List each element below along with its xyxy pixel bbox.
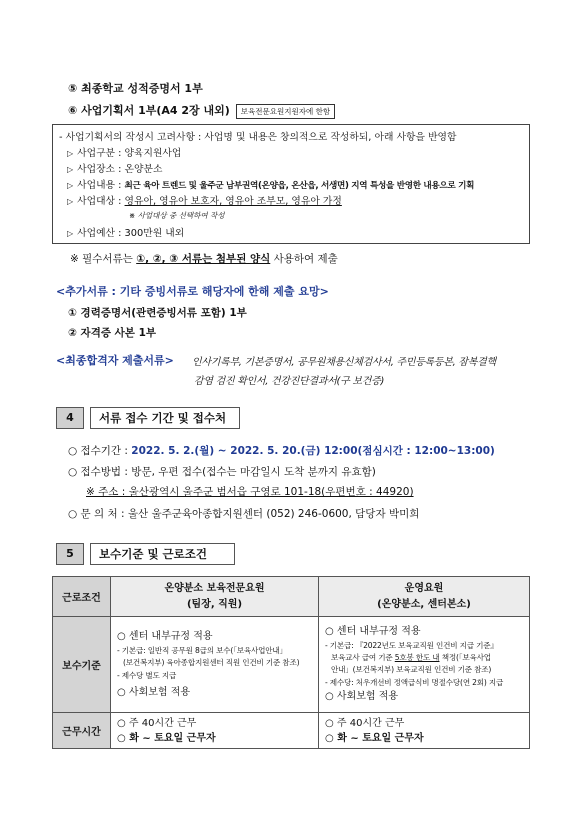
col2-pay-allowance: - 제수당: 처우개선비 정액급식비 명절수당(연 2회) 지급	[325, 678, 504, 687]
contact-label: ○ 문 의 처 :	[68, 508, 128, 520]
doc-item-6	[68, 102, 335, 119]
extra-doc-1: ① 경력증명서(관련증빙서류 포함) 1부	[68, 307, 247, 319]
triangle-icon: ▷	[67, 165, 74, 174]
plan-place	[67, 161, 162, 175]
pay-row-label: 보수기준	[53, 617, 111, 713]
col2-subtitle: (온양분소, 센터본소)	[377, 598, 471, 610]
col2-pay-insurance: ○ 사회보험 적용	[325, 691, 399, 702]
business-plan-box	[52, 124, 530, 244]
col2-pay-base-detail-a: 보육교사 급여 기준	[331, 653, 395, 662]
plan-target-note: ※ 사업대상 중 선택하여 작성	[129, 211, 225, 220]
triangle-icon: ▷	[67, 149, 74, 158]
plan-type-label: 사업구분 :	[77, 148, 125, 159]
extra-docs-heading: <추가서류 : 기타 증빙서류로 해당자에 한해 제출 요망>	[56, 285, 329, 298]
table-header-row	[53, 577, 530, 617]
plan-content-value: 최근 육아 트렌드 및 울주군 남부권역(온양읍, 온산읍, 서생면) 지역 특성을 반영한 내용으로 기획	[124, 181, 475, 191]
plan-target	[67, 193, 342, 207]
col1-hours-days: ○ 화 ~ 토요일 근무자	[117, 732, 216, 744]
hours-row	[53, 713, 530, 749]
receipt-method-label: ○ 접수방법 :	[68, 466, 132, 478]
col2-pay-base-detail-c: 책정(「보육사업	[439, 653, 491, 662]
col2-pay-cell	[319, 617, 530, 713]
doc-item-6-text: ⑥ 사업기획서 1부(A4 2장 내외)	[68, 104, 230, 117]
plan-budget	[67, 225, 184, 239]
receipt-period-label: ○ 접수기간 :	[68, 445, 132, 457]
triangle-icon: ▷	[67, 181, 74, 190]
plan-target-value: 영유아, 영유아 보호자, 영유아 조부모, 영유아 가정	[124, 196, 342, 207]
col2-pay-base-ref: 안내」(보건복지부) 보육교직원 인건비 기준 참조)	[331, 665, 492, 674]
col2-pay-base-detail	[325, 652, 523, 664]
col1-title: 온양분소 보육전문요원	[164, 582, 265, 594]
col1-hours-cell	[111, 713, 319, 749]
plan-target-label: 사업대상 :	[77, 196, 125, 207]
plan-intro: - 사업기획서의 작성시 고려사항 : 사업명 및 내용은 창의적으로 작성하되, 아래 사항을 반영함	[59, 132, 457, 143]
plan-place-label: 사업장소 :	[77, 164, 125, 175]
receipt-period	[68, 443, 495, 458]
extra-doc-2: ② 자격증 사본 1부	[68, 327, 157, 339]
final-docs-line1: 인사기록부, 기본증명서, 공무원채용신체검사서, 주민등록등본, 잠복결핵	[192, 357, 496, 368]
col1-pay-base: - 기본급: 일반직 공무원 8급의 보수(「보육사업안내」	[117, 645, 287, 655]
section-5-number: 5	[56, 543, 84, 565]
contact-info	[68, 506, 419, 521]
final-docs-line2: 감염 검진 확인서, 건강진단결과서(구 보건증)	[194, 376, 385, 387]
col1-pay-allowance: - 제수당 별도 지급	[117, 670, 177, 680]
col2-header	[319, 577, 530, 617]
required-note-highlight: ①, ②, ③ 서류는 첨부된 양식	[136, 253, 271, 265]
col2-pay-base-limit: 5호봉 한도 내	[394, 653, 440, 662]
plan-place-value: 온양분소	[124, 164, 163, 175]
plan-content-label: 사업내용 :	[77, 180, 125, 191]
section-4-title: 서류 접수 기간 및 접수처	[90, 407, 240, 429]
col1-header	[111, 577, 319, 617]
col1-pay-insurance: ○ 사회보험 적용	[117, 686, 191, 698]
hours-row-label: 근무시간	[53, 713, 111, 749]
applicant-tag: 보육전문요원지원자에 한함	[236, 104, 335, 119]
col2-pay-base: - 기본급: 『2022년도 보육교직원 인건비 지급 기준』	[325, 641, 498, 650]
required-note-prefix: ※ 필수서류는	[70, 253, 137, 265]
receipt-method-value: 방문, 우편 접수(접수는 마감일시 도착 분까지 유효함)	[131, 466, 376, 478]
plan-budget-label: 사업예산 :	[77, 228, 125, 239]
col1-pay-rule: ○ 센터 내부규정 적용	[117, 630, 213, 642]
receipt-address: ※ 주소 : 울산광역시 울주군 범서읍 구영로 101-18(우편번호 : 44920)	[86, 486, 414, 498]
required-note-suffix: 사용하여 제출	[270, 253, 338, 265]
contact-value: 울산 울주군육아종합지원센터 (052) 246-0600, 담당자 박미희	[127, 508, 420, 520]
col1-subtitle: (팀장, 직원)	[186, 598, 243, 610]
col2-pay-rule: ○ 센터 내부규정 적용	[325, 626, 421, 637]
plan-content	[67, 177, 474, 191]
required-note	[70, 251, 338, 266]
pay-row	[53, 617, 530, 713]
col1-pay-base-ref: (보건복지부) 육아종합지원센터 직원 인건비 기준 참조)	[123, 657, 300, 667]
final-docs-heading: <최종합격자 제출서류>	[56, 354, 174, 367]
section-4-number: 4	[56, 407, 84, 429]
doc-item-5: ⑤ 최종학교 성적증명서 1부	[68, 82, 203, 95]
pay-conditions-table	[52, 576, 530, 749]
col2-hours-weekly: ○ 주 40시간 근무	[325, 717, 405, 729]
plan-type	[67, 145, 181, 159]
triangle-icon: ▷	[67, 229, 74, 238]
col1-hours-weekly: ○ 주 40시간 근무	[117, 717, 197, 729]
col2-title: 운영요원	[404, 582, 444, 594]
receipt-period-value: 2022. 5. 2.(월) ~ 2022. 5. 20.(금) 12:00(점심시간 : 12:00~13:00)	[131, 445, 495, 457]
col2-hours-days: ○ 화 ~ 토요일 근무자	[325, 732, 424, 744]
triangle-icon: ▷	[67, 197, 74, 206]
table-label-header: 근로조건	[53, 577, 111, 617]
col2-hours-cell	[319, 713, 530, 749]
col1-pay-cell	[111, 617, 319, 713]
section-5-title: 보수기준 및 근로조건	[90, 543, 235, 565]
plan-budget-value: 300만원 내외	[124, 228, 185, 239]
plan-type-value: 양육지원사업	[124, 148, 182, 159]
receipt-method	[68, 464, 376, 479]
